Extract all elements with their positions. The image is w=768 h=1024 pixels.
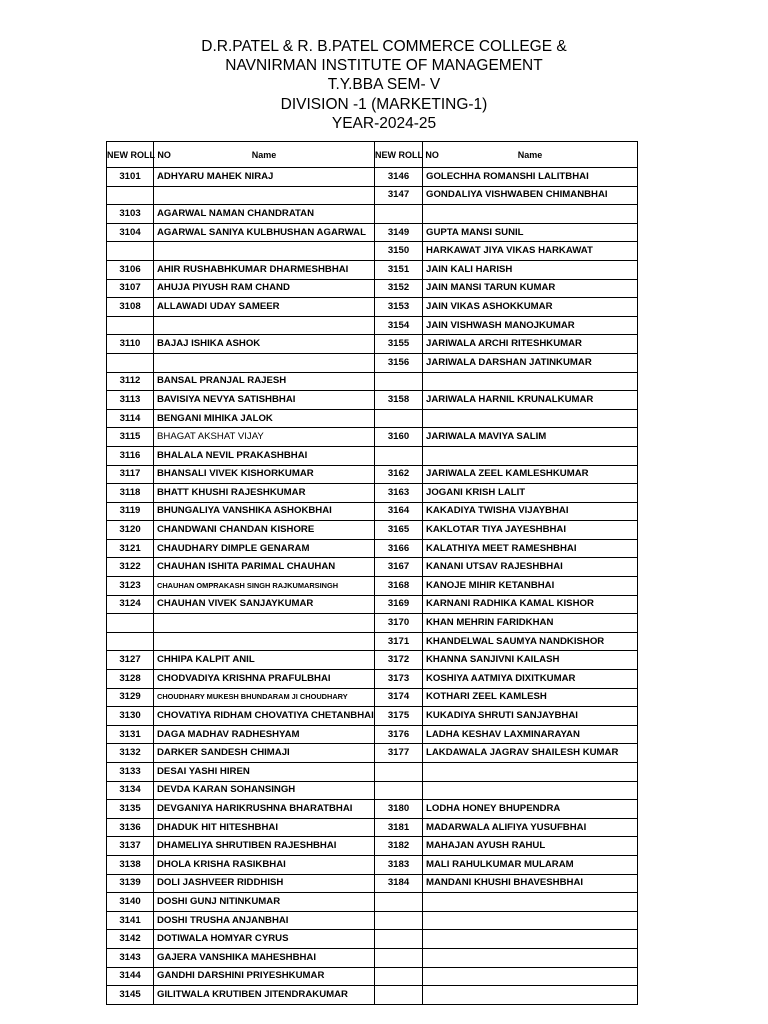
student-name-cell	[154, 316, 375, 335]
student-name-cell: BHATT KHUSHI RAJESHKUMAR	[154, 484, 375, 503]
table-row	[107, 744, 638, 763]
roll-no-cell: 3138	[107, 855, 154, 874]
roll-no-cell: 3180	[375, 800, 423, 819]
roll-no-cell	[107, 353, 154, 372]
student-name-cell: JAIN MANSI TARUN KUMAR	[423, 279, 638, 298]
division-title: DIVISION -1 (MARKETING-1)	[280, 95, 488, 113]
student-name-cell: LODHA HONEY BHUPENDRA	[423, 800, 638, 819]
roll-no-cell: 3107	[107, 279, 154, 298]
roll-no-label: NEW ROLL NO	[375, 149, 439, 160]
student-name-cell	[423, 781, 638, 800]
roll-no-cell: 3153	[375, 298, 423, 317]
roll-no-cell: 3144	[107, 967, 154, 986]
roll-no-cell: 3110	[107, 335, 154, 354]
student-name-cell: KOSHIYA AATMIYA DIXITKUMAR	[423, 670, 638, 689]
table-row	[107, 353, 638, 372]
table-row	[107, 465, 638, 484]
student-name-cell: BAJAJ ISHIKA ASHOK	[154, 335, 375, 354]
name-label: Name	[517, 149, 543, 160]
table-row	[107, 818, 638, 837]
student-name-cell: HARKAWAT JIYA VIKAS HARKAWAT	[423, 242, 638, 261]
student-name-cell: MALI RAHULKUMAR MULARAM	[423, 855, 638, 874]
roll-no-cell: 3154	[375, 316, 423, 335]
student-name-cell: KHANDELWAL SAUMYA NANDKISHOR	[423, 632, 638, 651]
roll-no-cell: 3160	[375, 428, 423, 447]
roll-no-cell: 3117	[107, 465, 154, 484]
roll-no-cell: 3164	[375, 502, 423, 521]
student-name-cell: DOTIWALA HOMYAR CYRUS	[154, 930, 375, 949]
table-row	[107, 986, 638, 1005]
student-name-cell: CHHIPA KALPIT ANIL	[154, 651, 375, 670]
roll-no-cell	[375, 781, 423, 800]
student-name-cell: CHAUHAN VIVEK SANJAYKUMAR	[154, 595, 375, 614]
student-name-cell: KUKADIYA SHRUTI SANJAYBHAI	[423, 707, 638, 726]
roll-no-cell: 3163	[375, 484, 423, 503]
table-row	[107, 967, 638, 986]
table-row	[107, 577, 638, 596]
table-row	[107, 335, 638, 354]
roll-no-cell: 3115	[107, 428, 154, 447]
student-name-cell: KHANNA SANJIVNI KAILASH	[423, 651, 638, 670]
roll-no-cell: 3134	[107, 781, 154, 800]
student-name-cell: BENGANI MIHIKA JALOK	[154, 409, 375, 428]
roll-no-cell	[107, 242, 154, 261]
roll-no-cell: 3166	[375, 539, 423, 558]
roll-no-cell: 3167	[375, 558, 423, 577]
student-name-cell: GILITWALA KRUTIBEN JITENDRAKUMAR	[154, 986, 375, 1005]
table-row	[107, 260, 638, 279]
student-name-cell	[154, 186, 375, 205]
table-row	[107, 595, 638, 614]
table-row	[107, 484, 638, 503]
roll-no-cell: 3152	[375, 279, 423, 298]
student-name-cell: DHAMELIYA SHRUTIBEN RAJESHBHAI	[154, 837, 375, 856]
roll-no-cell: 3145	[107, 986, 154, 1005]
table-row	[107, 446, 638, 465]
roll-no-cell: 3183	[375, 855, 423, 874]
roll-no-cell: 3133	[107, 763, 154, 782]
roll-no-cell	[375, 446, 423, 465]
roll-no-cell: 3147	[375, 186, 423, 205]
table-row	[107, 205, 638, 224]
table-row	[107, 502, 638, 521]
table-row	[107, 539, 638, 558]
student-name-cell	[423, 930, 638, 949]
student-name-cell: BANSAL PRANJAL RAJESH	[154, 372, 375, 391]
table-row	[107, 372, 638, 391]
student-name-cell: AHUJA PIYUSH RAM CHAND	[154, 279, 375, 298]
student-name-cell: DOSHI TRUSHA ANJANBHAI	[154, 911, 375, 930]
student-name-cell	[423, 986, 638, 1005]
student-name-cell: KARNANI RADHIKA KAMAL KISHOR	[423, 595, 638, 614]
student-name-cell: JARIWALA ARCHI RITESHKUMAR	[423, 335, 638, 354]
table-row	[107, 911, 638, 930]
student-name-cell: AHIR RUSHABHKUMAR DHARMESHBHAI	[154, 260, 375, 279]
student-name-cell: CHOVATIYA RIDHAM CHOVATIYA CHETANBHAI	[154, 707, 375, 726]
roll-no-label: NEW ROLL NO	[107, 149, 171, 160]
roll-no-cell	[375, 986, 423, 1005]
student-name-cell: DHADUK HIT HITESHBHAI	[154, 818, 375, 837]
roll-no-cell: 3103	[107, 205, 154, 224]
roll-no-cell: 3123	[107, 577, 154, 596]
academic-year: YEAR-2024-25	[331, 114, 437, 132]
student-name-cell	[154, 242, 375, 261]
student-name-cell: KANOJE MIHIR KETANBHAI	[423, 577, 638, 596]
roll-no-cell: 3121	[107, 539, 154, 558]
course-semester: T.Y.BBA SEM- V	[327, 76, 441, 94]
student-name-cell: GOLECHHA ROMANSHI LALITBHAI	[423, 168, 638, 187]
student-name-cell: DARKER SANDESH CHIMAJI	[154, 744, 375, 763]
roll-no-cell: 3173	[375, 670, 423, 689]
roll-no-cell	[375, 409, 423, 428]
table-row	[107, 298, 638, 317]
roll-no-cell: 3129	[107, 688, 154, 707]
roll-no-cell: 3181	[375, 818, 423, 837]
student-name-cell: JARIWALA MAVIYA SALIM	[423, 428, 638, 447]
student-name-cell: JAIN KALI HARISH	[423, 260, 638, 279]
student-name-cell	[154, 632, 375, 651]
table-row	[107, 725, 638, 744]
student-name-cell	[423, 967, 638, 986]
student-name-cell	[154, 353, 375, 372]
roll-no-cell: 3119	[107, 502, 154, 521]
roll-no-cell	[375, 763, 423, 782]
student-name-cell: CHOUDHARY MUKESH BHUNDARAM JI CHOUDHARY	[154, 688, 375, 707]
table-row	[107, 186, 638, 205]
roll-no-cell: 3176	[375, 725, 423, 744]
table-row	[107, 632, 638, 651]
student-name-cell: GANDHI DARSHINI PRIYESHKUMAR	[154, 967, 375, 986]
student-name-cell: LAKDAWALA JAGRAV SHAILESH KUMAR	[423, 744, 638, 763]
student-name-cell: AGARWAL NAMAN CHANDRATAN	[154, 205, 375, 224]
table-row	[107, 242, 638, 261]
student-name-cell: CHAUHAN ISHITA PARIMAL CHAUHAN	[154, 558, 375, 577]
header-name-left	[154, 142, 375, 168]
roll-no-cell	[375, 205, 423, 224]
student-name-cell: JOGANI KRISH LALIT	[423, 484, 638, 503]
roll-no-cell: 3151	[375, 260, 423, 279]
roll-no-cell	[107, 614, 154, 633]
student-name-cell: GAJERA VANSHIKA MAHESHBHAI	[154, 948, 375, 967]
student-name-cell: KOTHARI ZEEL KAMLESH	[423, 688, 638, 707]
roll-no-cell: 3108	[107, 298, 154, 317]
table-row	[107, 948, 638, 967]
roll-no-cell: 3172	[375, 651, 423, 670]
student-name-cell: CHANDWANI CHANDAN KISHORE	[154, 521, 375, 540]
table-row	[107, 614, 638, 633]
student-name-cell: BHALALA NEVIL PRAKASHBHAI	[154, 446, 375, 465]
roll-no-cell: 3162	[375, 465, 423, 484]
name-label: Name	[251, 149, 277, 160]
table-row	[107, 688, 638, 707]
student-name-cell: DEVDA KARAN SOHANSINGH	[154, 781, 375, 800]
student-name-cell: DAGA MADHAV RADHESHYAM	[154, 725, 375, 744]
roll-no-cell: 3165	[375, 521, 423, 540]
document-header	[0, 37, 768, 133]
table-row	[107, 651, 638, 670]
roll-no-cell: 3127	[107, 651, 154, 670]
table-row	[107, 930, 638, 949]
roll-no-cell	[375, 911, 423, 930]
student-name-cell: CHAUHAN OMPRAKASH SINGH RAJKUMARSINGH	[154, 577, 375, 596]
student-name-cell: KANANI UTSAV RAJESHBHAI	[423, 558, 638, 577]
student-name-cell: BHUNGALIYA VANSHIKA ASHOKBHAI	[154, 502, 375, 521]
roll-no-cell: 3116	[107, 446, 154, 465]
roll-no-cell: 3168	[375, 577, 423, 596]
student-name-cell: JARIWALA ZEEL KAMLESHKUMAR	[423, 465, 638, 484]
table-header-row	[107, 142, 638, 168]
roll-no-cell: 3101	[107, 168, 154, 187]
roll-no-cell	[375, 967, 423, 986]
student-name-cell: JAIN VISHWASH MANOJKUMAR	[423, 316, 638, 335]
roll-no-cell: 3124	[107, 595, 154, 614]
student-name-cell: DEVGANIYA HARIKRUSHNA BHARATBHAI	[154, 800, 375, 819]
roll-no-cell: 3175	[375, 707, 423, 726]
roll-no-cell	[375, 893, 423, 912]
student-name-cell: MANDANI KHUSHI BHAVESHBHAI	[423, 874, 638, 893]
roll-no-cell: 3140	[107, 893, 154, 912]
roll-no-cell: 3170	[375, 614, 423, 633]
student-name-cell	[154, 614, 375, 633]
table-row	[107, 893, 638, 912]
student-name-cell: CHAUDHARY DIMPLE GENARAM	[154, 539, 375, 558]
roll-no-cell	[375, 948, 423, 967]
roll-no-cell: 3135	[107, 800, 154, 819]
roll-no-cell: 3182	[375, 837, 423, 856]
roll-no-cell: 3131	[107, 725, 154, 744]
student-name-cell: BHAGAT AKSHAT VIJAY	[154, 428, 375, 447]
student-name-cell: BAVISIYA NEVYA SATISHBHAI	[154, 391, 375, 410]
student-name-cell	[423, 446, 638, 465]
student-name-cell: JAIN VIKAS ASHOKKUMAR	[423, 298, 638, 317]
student-name-cell: AGARWAL SANIYA KULBHUSHAN AGARWAL	[154, 223, 375, 242]
roll-no-cell: 3132	[107, 744, 154, 763]
student-name-cell: KALATHIYA MEET RAMESHBHAI	[423, 539, 638, 558]
header-name-right	[423, 142, 638, 168]
student-name-cell: DHOLA KRISHA RASIKBHAI	[154, 855, 375, 874]
roll-no-cell: 3130	[107, 707, 154, 726]
table-row	[107, 409, 638, 428]
college-name-line-1: D.R.PATEL & R. B.PATEL COMMERCE COLLEGE &	[201, 38, 567, 55]
student-name-cell: DOLI JASHVEER RIDDHISH	[154, 874, 375, 893]
roll-no-cell: 3174	[375, 688, 423, 707]
table-row	[107, 391, 638, 410]
college-name-line-2: NAVNIRMAN INSTITUTE OF MANAGEMENT	[225, 57, 543, 75]
header-roll-no-right	[375, 142, 439, 168]
roll-no-cell: 3184	[375, 874, 423, 893]
table-row	[107, 279, 638, 298]
roll-no-cell: 3155	[375, 335, 423, 354]
roll-no-cell: 3139	[107, 874, 154, 893]
student-name-cell	[423, 205, 638, 224]
header-roll-no-left	[107, 142, 171, 168]
student-name-cell	[423, 372, 638, 391]
roll-no-cell: 3118	[107, 484, 154, 503]
student-name-cell	[423, 948, 638, 967]
student-name-cell: MADARWALA ALIFIYA YUSUFBHAI	[423, 818, 638, 837]
student-name-cell: BHANSALI VIVEK KISHORKUMAR	[154, 465, 375, 484]
student-name-cell: ADHYARU MAHEK NIRAJ	[154, 168, 375, 187]
table-row	[107, 168, 638, 187]
student-name-cell: DOSHI GUNJ NITINKUMAR	[154, 893, 375, 912]
roll-no-cell	[375, 372, 423, 391]
roll-no-cell: 3169	[375, 595, 423, 614]
student-name-cell: CHODVADIYA KRISHNA PRAFULBHAI	[154, 670, 375, 689]
student-name-cell: JARIWALA DARSHAN JATINKUMAR	[423, 353, 638, 372]
table-row	[107, 707, 638, 726]
roll-no-cell: 3150	[375, 242, 423, 261]
roll-no-cell: 3106	[107, 260, 154, 279]
roll-no-cell	[107, 186, 154, 205]
roll-no-cell	[107, 316, 154, 335]
roll-no-cell: 3137	[107, 837, 154, 856]
student-name-cell: KHAN MEHRIN FARIDKHAN	[423, 614, 638, 633]
roll-no-cell: 3122	[107, 558, 154, 577]
student-name-cell: JARIWALA HARNIL KRUNALKUMAR	[423, 391, 638, 410]
table-row	[107, 558, 638, 577]
roll-no-cell: 3146	[375, 168, 423, 187]
roll-no-cell	[375, 930, 423, 949]
table-row	[107, 223, 638, 242]
roll-no-cell: 3112	[107, 372, 154, 391]
roll-no-cell: 3156	[375, 353, 423, 372]
student-name-cell	[423, 409, 638, 428]
student-name-cell: MAHAJAN AYUSH RAHUL	[423, 837, 638, 856]
table-row	[107, 800, 638, 819]
student-name-cell: ALLAWADI UDAY SAMEER	[154, 298, 375, 317]
roll-no-cell: 3114	[107, 409, 154, 428]
roll-no-cell: 3113	[107, 391, 154, 410]
roll-no-cell: 3177	[375, 744, 423, 763]
student-name-cell: KAKLOTAR TIYA JAYESHBHAI	[423, 521, 638, 540]
roll-no-cell: 3158	[375, 391, 423, 410]
student-name-cell	[423, 911, 638, 930]
student-name-cell	[423, 893, 638, 912]
roll-no-cell: 3136	[107, 818, 154, 837]
table-row	[107, 428, 638, 447]
roll-no-cell: 3143	[107, 948, 154, 967]
roll-no-cell: 3142	[107, 930, 154, 949]
student-name-cell: LADHA KESHAV LAXMINARAYAN	[423, 725, 638, 744]
roll-no-cell: 3149	[375, 223, 423, 242]
student-name-cell: GONDALIYA VISHWABEN CHIMANBHAI	[423, 186, 638, 205]
student-name-cell: DESAI YASHI HIREN	[154, 763, 375, 782]
table-body	[107, 168, 638, 1005]
roll-no-cell: 3128	[107, 670, 154, 689]
table-row	[107, 781, 638, 800]
student-name-cell: GUPTA MANSI SUNIL	[423, 223, 638, 242]
student-name-cell: KAKADIYA TWISHA VIJAYBHAI	[423, 502, 638, 521]
table-row	[107, 763, 638, 782]
table-row	[107, 316, 638, 335]
roll-no-cell: 3120	[107, 521, 154, 540]
roll-no-cell: 3171	[375, 632, 423, 651]
roll-no-cell	[107, 632, 154, 651]
roll-no-cell: 3141	[107, 911, 154, 930]
roll-list-table	[106, 141, 638, 1005]
table-row	[107, 874, 638, 893]
table-row	[107, 670, 638, 689]
table-row	[107, 521, 638, 540]
student-name-cell	[423, 763, 638, 782]
table-row	[107, 837, 638, 856]
roll-no-cell: 3104	[107, 223, 154, 242]
table-row	[107, 855, 638, 874]
